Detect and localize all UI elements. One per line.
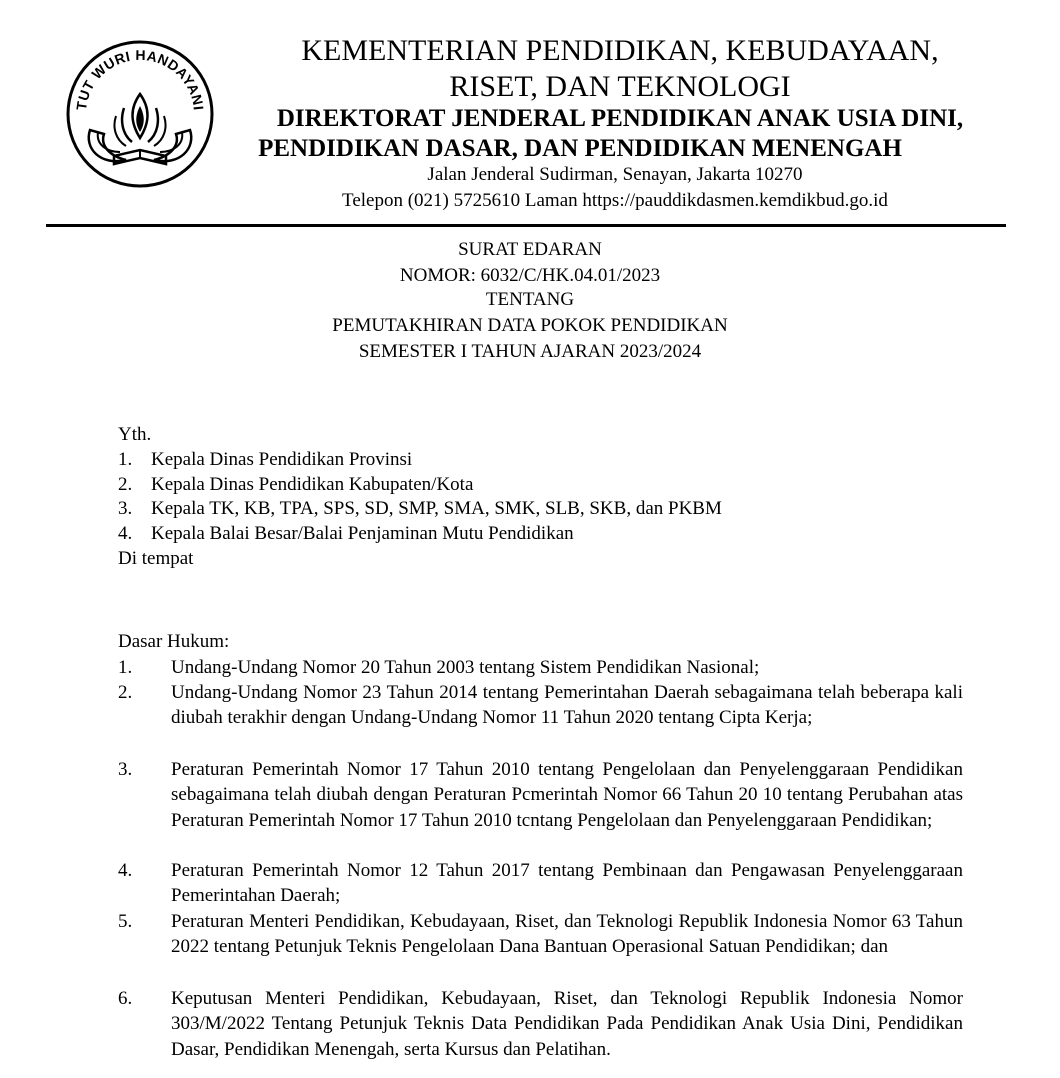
list-item-number: 4. bbox=[118, 860, 133, 881]
list-item-number: 1. bbox=[118, 657, 133, 678]
list-item-number: 2. bbox=[118, 474, 133, 495]
letterhead-contact: Telepon (021) 5725610 Laman https://pauddikdasmen.kemdikbud.go.id bbox=[342, 190, 888, 211]
directorate-name-line-1: DIREKTORAT JENDERAL PENDIDIKAN ANAK USIA DINI, bbox=[276, 105, 964, 132]
list-item-number: 3. bbox=[118, 498, 133, 519]
list-item-text: Peraturan Pemerintah Nomor 12 Tahun 2017 tentang Pembinaan dan Pengawasan Penyelenggaraan Pemerintahan Daerah; bbox=[171, 860, 963, 907]
salutation: Yth. bbox=[118, 424, 152, 445]
list-item-text: Kepala Dinas Pendidikan Kabupaten/Kota bbox=[151, 474, 474, 495]
list-item-text: Kepala Balai Besar/Balai Penjaminan Mutu Pendidikan bbox=[151, 523, 574, 544]
legal-basis-heading: Dasar Hukum: bbox=[118, 631, 230, 652]
list-item-text: Undang-Undang Nomor 23 Tahun 2014 tentang Pemerintahan Daerah sebagaimana telah beberapa kali diubah terakhir dengan Undang-Undang Nomor 11 Tahun 2020 tentang Cipta Kerja; bbox=[171, 682, 963, 729]
svg-text:TUT WURI HANDAYANI: TUT WURI HANDAYANI bbox=[73, 46, 207, 112]
letterhead-divider bbox=[46, 224, 1006, 227]
list-item-number: 2. bbox=[118, 682, 133, 703]
list-item-number: 1. bbox=[118, 449, 133, 470]
letterhead-address: Jalan Jenderal Sudirman, Senayan, Jakarta 10270 bbox=[427, 164, 803, 185]
list-item-text: Kepala TK, KB, TPA, SPS, SD, SMP, SMA, SMK, SLB, SKB, dan PKBM bbox=[151, 498, 722, 519]
ministry-name-line-1: KEMENTERIAN PENDIDIKAN, KEBUDAYAAN, bbox=[301, 34, 939, 67]
recipient-place: Di tempat bbox=[118, 548, 194, 569]
ministry-name-line-2: RISET, DAN TEKNOLOGI bbox=[449, 70, 791, 103]
list-item-number: 3. bbox=[118, 759, 133, 780]
list-item-text: Peraturan Menteri Pendidikan, Kebudayaan, Riset, dan Teknologi Republik Indonesia Nomor 63 Tahun 2022 tentang Petunjuk Teknis Pengelolaan Dana Bantuan Operasional Satuan Pendidikan; dan bbox=[171, 911, 963, 958]
list-item-text: Keputusan Menteri Pendidikan, Kebudayaan, Riset, dan Teknologi Republik Indonesia Nomor 303/M/2022 Tentang Petunjuk Teknis Data Pendidikan Pada Pendidikan Anak Usia Dini, Pendidikan Dasar, Pendidikan Menengah, serta Kursus dan Pelatihan. bbox=[171, 988, 963, 1060]
document-subject-line-1: PEMUTAKHIRAN DATA POKOK PENDIDIKAN bbox=[332, 315, 728, 336]
list-item-text: Kepala Dinas Pendidikan Provinsi bbox=[151, 449, 413, 470]
document-about-label: TENTANG bbox=[485, 289, 575, 310]
list-item-text: Undang-Undang Nomor 20 Tahun 2003 tentang Sistem Pendidikan Nasional; bbox=[171, 657, 760, 678]
ministry-logo-icon bbox=[60, 38, 220, 190]
document-number: NOMOR: 6032/C/HK.04.01/2023 bbox=[399, 265, 661, 286]
document-type: SURAT EDARAN bbox=[458, 239, 602, 260]
directorate-name-line-2: PENDIDIKAN DASAR, DAN PENDIDIKAN MENENGAH bbox=[258, 135, 902, 162]
list-item-number: 5. bbox=[118, 911, 133, 932]
document-subject-line-2: SEMESTER I TAHUN AJARAN 2023/2024 bbox=[358, 341, 702, 362]
list-item-text: Peraturan Pemerintah Nomor 17 Tahun 2010 tentang Pengelolaan dan Penyelenggaraan Pendidikan sebagaimana telah diubah dengan Peraturan Pcmerintah Nomor 66 Tahun 20 10 tentang Perubahan atas Peraturan Pemerintah Nomor 17 Tahun 2010 tcntang Pengelolaan dan Penyelenggaraan Pendidikan; bbox=[171, 759, 963, 831]
list-item-number: 6. bbox=[118, 988, 133, 1009]
list-item-number: 4. bbox=[118, 523, 133, 544]
